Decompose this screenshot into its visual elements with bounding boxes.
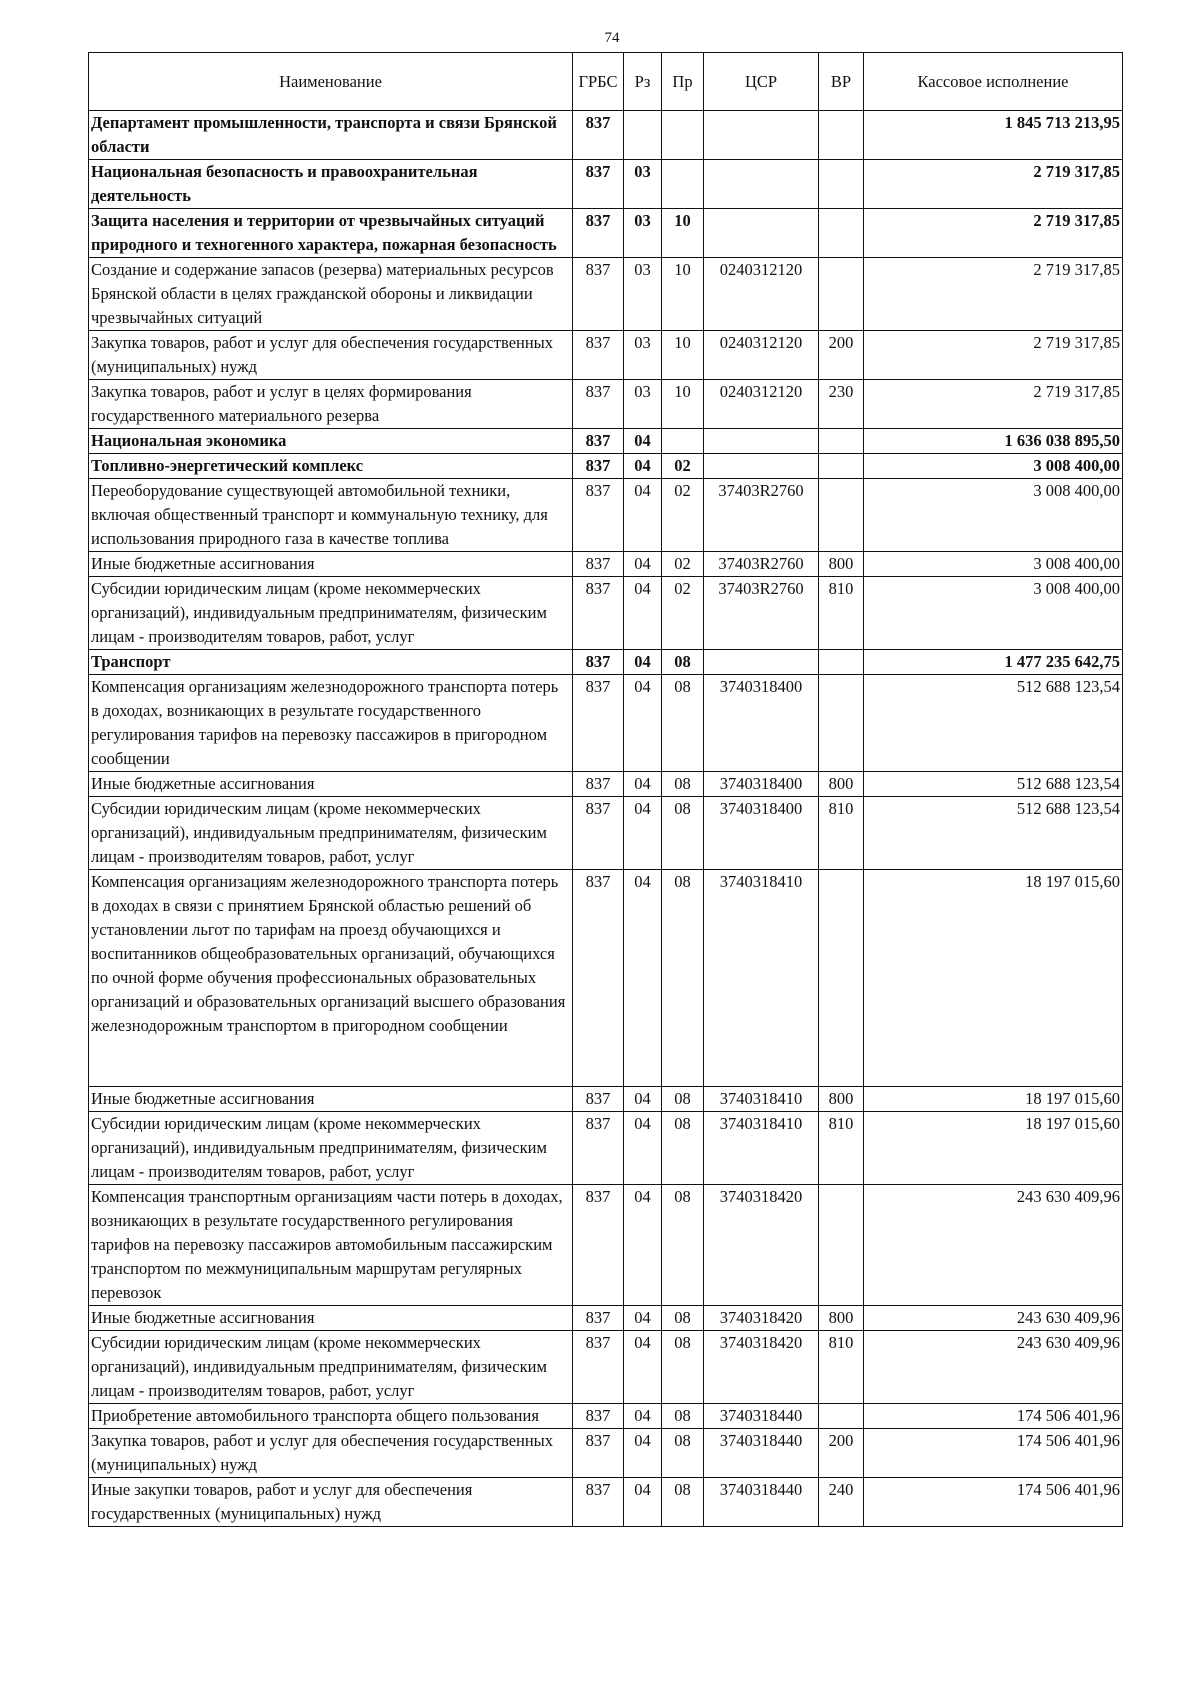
cell-csr: 3740318410 (704, 1087, 819, 1112)
cell-grbs: 837 (573, 380, 624, 429)
cell-vr: 800 (819, 1306, 864, 1331)
cell-vr (819, 479, 864, 552)
cell-amount: 18 197 015,60 (864, 1087, 1123, 1112)
cell-grbs: 837 (573, 479, 624, 552)
cell-pr: 02 (662, 577, 704, 650)
cell-csr (704, 429, 819, 454)
cell-grbs: 837 (573, 1306, 624, 1331)
cell-csr: 3740318410 (704, 1112, 819, 1185)
cell-csr: 3740318420 (704, 1331, 819, 1404)
cell-vr: 230 (819, 380, 864, 429)
cell-amount: 18 197 015,60 (864, 1112, 1123, 1185)
table-row (89, 870, 1123, 1087)
cell-grbs: 837 (573, 209, 624, 258)
cell-csr: 37403R2760 (704, 577, 819, 650)
table-row (89, 1331, 1123, 1404)
cell-grbs: 837 (573, 331, 624, 380)
cell-vr: 800 (819, 772, 864, 797)
cell-grbs: 837 (573, 772, 624, 797)
cell-grbs: 837 (573, 111, 624, 160)
table-row (89, 675, 1123, 772)
cell-name: Департамент промышленности, транспорта и связи Брянской области (89, 111, 573, 160)
cell-rz: 04 (624, 772, 662, 797)
cell-csr: 37403R2760 (704, 479, 819, 552)
cell-name: Топливно-энергетический комплекс (89, 454, 573, 479)
cell-grbs: 837 (573, 1404, 624, 1429)
cell-pr: 08 (662, 1112, 704, 1185)
cell-name: Субсидии юридическим лицам (кроме некоммерческих организаций), индивидуальным предпринимателям, физическим лицам - производителям товаров, работ, услуг (89, 797, 573, 870)
cell-pr: 08 (662, 1185, 704, 1306)
cell-pr: 02 (662, 454, 704, 479)
cell-vr (819, 870, 864, 1087)
cell-rz: 04 (624, 1112, 662, 1185)
cell-vr (819, 429, 864, 454)
table-row (89, 429, 1123, 454)
cell-pr: 08 (662, 772, 704, 797)
table-row (89, 111, 1123, 160)
cell-pr: 02 (662, 479, 704, 552)
cell-name: Компенсация организациям железнодорожного транспорта потерь в доходах в связи с принятием Брянской областью решений об установлении льгот по тарифам на проезд обучающихся и воспитанников общеобразовательных организаций, обучающихся по очной форме обучения профессиональных образовательных организаций и образовательных организаций высшего образования железнодорожным транспортом в пригородном сообщении (89, 870, 573, 1087)
cell-rz: 04 (624, 650, 662, 675)
cell-rz: 04 (624, 429, 662, 454)
cell-grbs: 837 (573, 1185, 624, 1306)
cell-csr: 3740318440 (704, 1404, 819, 1429)
cell-amount: 243 630 409,96 (864, 1185, 1123, 1306)
cell-name: Иные бюджетные ассигнования (89, 552, 573, 577)
cell-amount: 512 688 123,54 (864, 797, 1123, 870)
cell-csr: 3740318410 (704, 870, 819, 1087)
cell-rz: 03 (624, 331, 662, 380)
cell-vr (819, 111, 864, 160)
cell-name: Иные закупки товаров, работ и услуг для обеспечения государственных (муниципальных) нужд (89, 1478, 573, 1527)
table-header-row (89, 53, 1123, 111)
column-header-pr: Пр (662, 53, 704, 111)
cell-grbs: 837 (573, 1331, 624, 1404)
cell-pr: 08 (662, 650, 704, 675)
cell-pr: 10 (662, 331, 704, 380)
cell-rz: 04 (624, 1404, 662, 1429)
column-header-vr: ВР (819, 53, 864, 111)
cell-pr: 10 (662, 380, 704, 429)
cell-name: Иные бюджетные ассигнования (89, 772, 573, 797)
cell-amount: 512 688 123,54 (864, 675, 1123, 772)
cell-csr (704, 209, 819, 258)
cell-amount: 174 506 401,96 (864, 1478, 1123, 1527)
cell-rz: 04 (624, 1478, 662, 1527)
cell-vr (819, 258, 864, 331)
table-row (89, 1185, 1123, 1306)
cell-csr (704, 160, 819, 209)
cell-name: Компенсация организациям железнодорожного транспорта потерь в доходах, возникающих в результате государственного регулирования тарифов на перевозку пассажиров в пригородном сообщении (89, 675, 573, 772)
cell-rz: 03 (624, 160, 662, 209)
cell-name: Приобретение автомобильного транспорта общего пользования (89, 1404, 573, 1429)
cell-amount: 2 719 317,85 (864, 380, 1123, 429)
cell-grbs: 837 (573, 650, 624, 675)
cell-name: Компенсация транспортным организациям части потерь в доходах, возникающих в результате государственного регулирования тарифов на перевозку пассажиров автомобильным пассажирским транспортом по межмуниципальным маршрутам регулярных перевозок (89, 1185, 573, 1306)
cell-grbs: 837 (573, 797, 624, 870)
cell-rz: 04 (624, 1331, 662, 1404)
cell-csr: 0240312120 (704, 331, 819, 380)
cell-rz: 04 (624, 479, 662, 552)
table-row (89, 797, 1123, 870)
page-number: 74 (604, 30, 620, 46)
cell-grbs: 837 (573, 577, 624, 650)
cell-csr: 0240312120 (704, 258, 819, 331)
cell-vr (819, 650, 864, 675)
cell-csr: 3740318420 (704, 1306, 819, 1331)
cell-amount: 1 636 038 895,50 (864, 429, 1123, 454)
cell-name: Защита населения и территории от чрезвычайных ситуаций природного и техногенного характера, пожарная безопасность (89, 209, 573, 258)
cell-vr: 800 (819, 552, 864, 577)
column-header-name: Наименование (89, 53, 573, 111)
table-body (89, 111, 1123, 1527)
cell-vr: 200 (819, 1429, 864, 1478)
cell-csr: 3740318400 (704, 675, 819, 772)
table-row (89, 1429, 1123, 1478)
cell-amount: 18 197 015,60 (864, 870, 1123, 1087)
cell-name: Создание и содержание запасов (резерва) материальных ресурсов Брянской области в целях гражданской обороны и ликвидации чрезвычайных ситуаций (89, 258, 573, 331)
cell-amount: 3 008 400,00 (864, 577, 1123, 650)
cell-pr: 08 (662, 870, 704, 1087)
cell-grbs: 837 (573, 454, 624, 479)
table-row (89, 577, 1123, 650)
cell-name: Субсидии юридическим лицам (кроме некоммерческих организаций), индивидуальным предпринимателям, физическим лицам - производителям товаров, работ, услуг (89, 1331, 573, 1404)
cell-vr: 810 (819, 797, 864, 870)
cell-rz: 04 (624, 577, 662, 650)
cell-vr (819, 160, 864, 209)
cell-rz: 03 (624, 380, 662, 429)
cell-amount: 174 506 401,96 (864, 1429, 1123, 1478)
cell-amount: 2 719 317,85 (864, 160, 1123, 209)
cell-pr: 10 (662, 209, 704, 258)
cell-vr: 800 (819, 1087, 864, 1112)
cell-pr: 02 (662, 552, 704, 577)
table-row (89, 1478, 1123, 1527)
cell-rz: 03 (624, 209, 662, 258)
cell-csr: 3740318400 (704, 797, 819, 870)
table-row (89, 772, 1123, 797)
cell-pr: 08 (662, 1306, 704, 1331)
cell-csr: 37403R2760 (704, 552, 819, 577)
cell-vr: 240 (819, 1478, 864, 1527)
cell-vr: 810 (819, 1331, 864, 1404)
table-row (89, 479, 1123, 552)
cell-name: Закупка товаров, работ и услуг для обеспечения государственных (муниципальных) нужд (89, 331, 573, 380)
cell-rz (624, 111, 662, 160)
cell-pr (662, 160, 704, 209)
cell-pr: 08 (662, 1087, 704, 1112)
table-row (89, 1087, 1123, 1112)
table-row (89, 209, 1123, 258)
cell-vr (819, 1185, 864, 1306)
table-row (89, 331, 1123, 380)
column-header-csr: ЦСР (704, 53, 819, 111)
column-header-rz: Рз (624, 53, 662, 111)
cell-pr: 08 (662, 1429, 704, 1478)
cell-vr (819, 675, 864, 772)
column-header-grbs: ГРБС (573, 53, 624, 111)
cell-name: Закупка товаров, работ и услуг в целях формирования государственного материального резерва (89, 380, 573, 429)
cell-rz: 04 (624, 1087, 662, 1112)
cell-pr: 08 (662, 1331, 704, 1404)
cell-grbs: 837 (573, 675, 624, 772)
cell-name: Иные бюджетные ассигнования (89, 1306, 573, 1331)
cell-rz: 04 (624, 552, 662, 577)
cell-csr: 3740318420 (704, 1185, 819, 1306)
cell-grbs: 837 (573, 258, 624, 331)
cell-rz: 04 (624, 870, 662, 1087)
cell-amount: 3 008 400,00 (864, 479, 1123, 552)
cell-csr: 3740318440 (704, 1429, 819, 1478)
cell-rz: 03 (624, 258, 662, 331)
cell-grbs: 837 (573, 429, 624, 454)
cell-pr: 08 (662, 1478, 704, 1527)
cell-csr: 3740318440 (704, 1478, 819, 1527)
cell-name: Национальная безопасность и правоохранительная деятельность (89, 160, 573, 209)
cell-name: Иные бюджетные ассигнования (89, 1087, 573, 1112)
table-row (89, 1112, 1123, 1185)
cell-amount: 3 008 400,00 (864, 454, 1123, 479)
budget-table (88, 52, 1123, 1527)
cell-amount: 2 719 317,85 (864, 209, 1123, 258)
cell-csr (704, 454, 819, 479)
cell-grbs: 837 (573, 1112, 624, 1185)
cell-pr: 08 (662, 797, 704, 870)
cell-rz: 04 (624, 1429, 662, 1478)
cell-vr (819, 209, 864, 258)
cell-rz: 04 (624, 1306, 662, 1331)
table-row (89, 1404, 1123, 1429)
table-row (89, 258, 1123, 331)
cell-vr (819, 454, 864, 479)
cell-name: Субсидии юридическим лицам (кроме некоммерческих организаций), индивидуальным предпринимателям, физическим лицам - производителям товаров, работ, услуг (89, 1112, 573, 1185)
cell-pr: 10 (662, 258, 704, 331)
cell-amount: 243 630 409,96 (864, 1306, 1123, 1331)
cell-amount: 512 688 123,54 (864, 772, 1123, 797)
cell-pr (662, 111, 704, 160)
cell-name: Переоборудование существующей автомобильной техники, включая общественный транспорт и коммунальную технику, для использования природного газа в качестве топлива (89, 479, 573, 552)
cell-vr: 810 (819, 577, 864, 650)
cell-vr (819, 1404, 864, 1429)
cell-csr: 0240312120 (704, 380, 819, 429)
cell-rz: 04 (624, 1185, 662, 1306)
cell-amount: 1 845 713 213,95 (864, 111, 1123, 160)
cell-rz: 04 (624, 797, 662, 870)
cell-grbs: 837 (573, 1429, 624, 1478)
cell-vr: 200 (819, 331, 864, 380)
cell-pr (662, 429, 704, 454)
cell-vr: 810 (819, 1112, 864, 1185)
cell-amount: 2 719 317,85 (864, 331, 1123, 380)
column-header-amount: Кассовое исполнение (864, 53, 1123, 111)
cell-name: Транспорт (89, 650, 573, 675)
cell-csr: 3740318400 (704, 772, 819, 797)
cell-amount: 2 719 317,85 (864, 258, 1123, 331)
table-row (89, 160, 1123, 209)
cell-pr: 08 (662, 1404, 704, 1429)
cell-amount: 3 008 400,00 (864, 552, 1123, 577)
cell-name: Субсидии юридическим лицам (кроме некоммерческих организаций), индивидуальным предпринимателям, физическим лицам - производителям товаров, работ, услуг (89, 577, 573, 650)
cell-amount: 243 630 409,96 (864, 1331, 1123, 1404)
cell-grbs: 837 (573, 1478, 624, 1527)
table-row (89, 1306, 1123, 1331)
cell-name: Закупка товаров, работ и услуг для обеспечения государственных (муниципальных) нужд (89, 1429, 573, 1478)
cell-csr (704, 650, 819, 675)
table-row (89, 380, 1123, 429)
table-row (89, 650, 1123, 675)
cell-grbs: 837 (573, 552, 624, 577)
cell-name: Национальная экономика (89, 429, 573, 454)
cell-grbs: 837 (573, 1087, 624, 1112)
cell-amount: 174 506 401,96 (864, 1404, 1123, 1429)
cell-grbs: 837 (573, 870, 624, 1087)
table-row (89, 552, 1123, 577)
cell-grbs: 837 (573, 160, 624, 209)
cell-csr (704, 111, 819, 160)
table-row (89, 454, 1123, 479)
cell-rz: 04 (624, 454, 662, 479)
cell-amount: 1 477 235 642,75 (864, 650, 1123, 675)
cell-rz: 04 (624, 675, 662, 772)
cell-pr: 08 (662, 675, 704, 772)
